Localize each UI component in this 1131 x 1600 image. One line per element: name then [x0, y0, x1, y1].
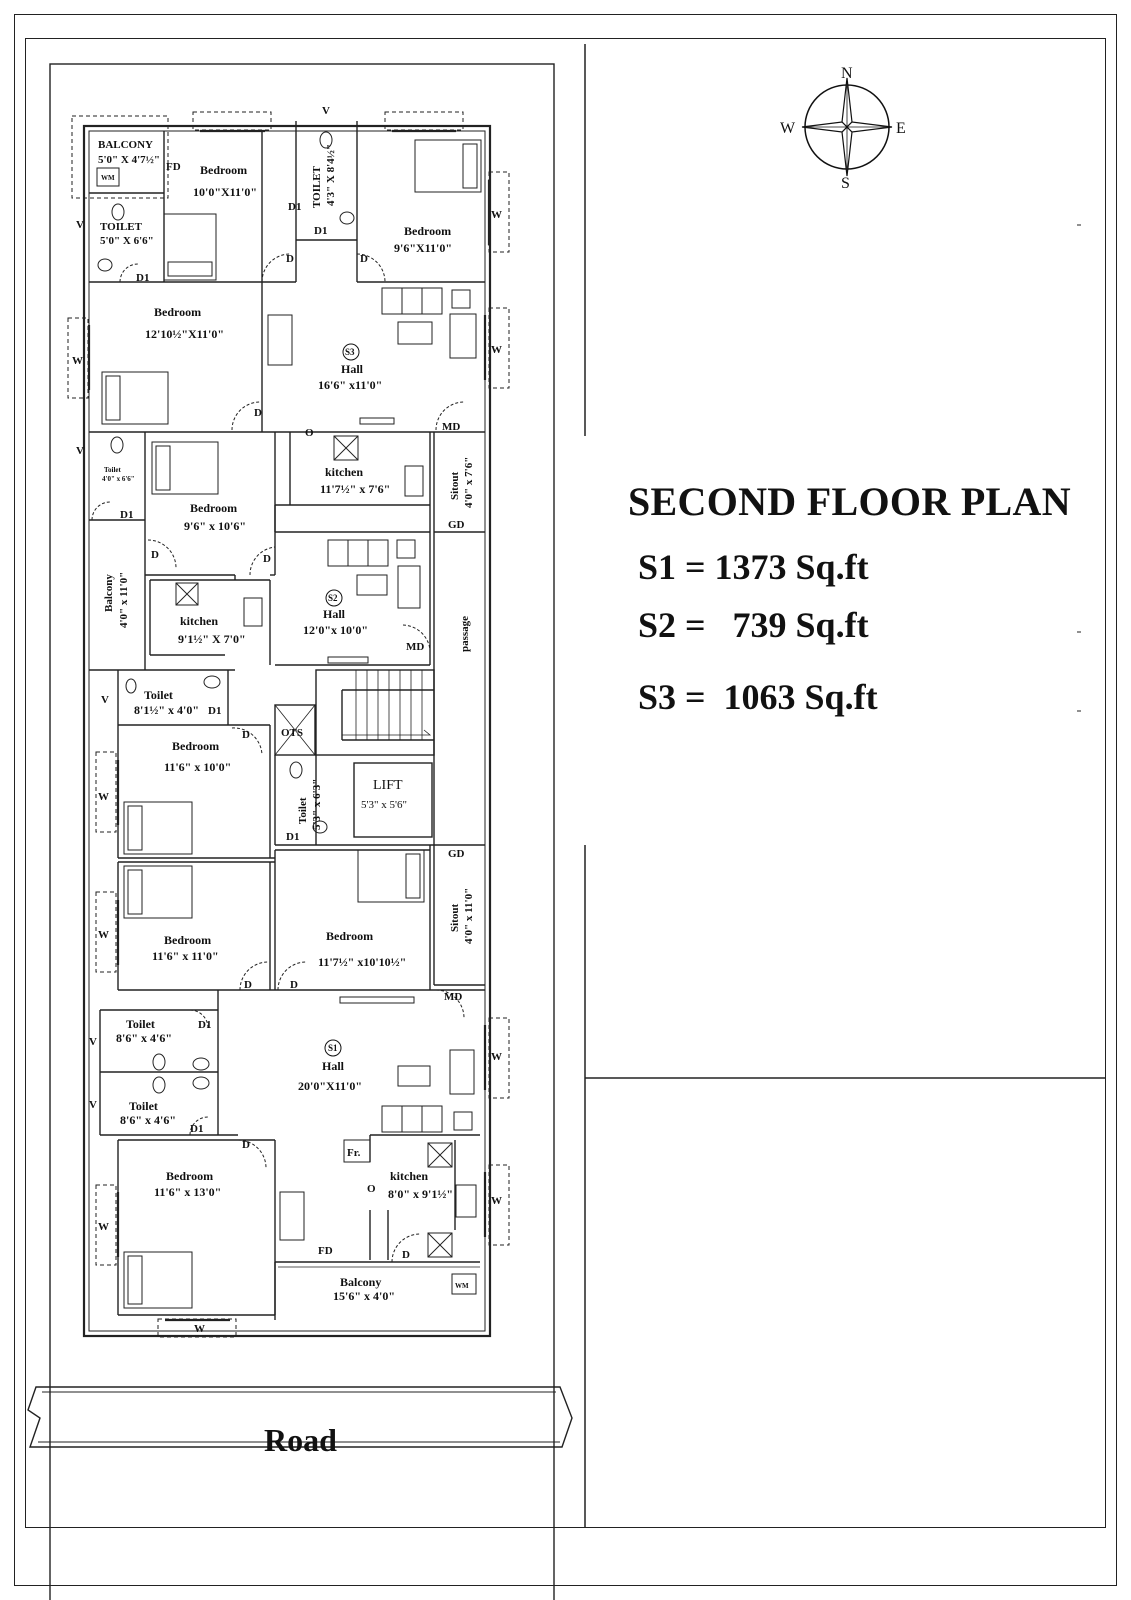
toilet-s2-name: Toilet [104, 466, 121, 474]
kitchen-s3-name: kitchen [325, 465, 364, 479]
toilet-top-dim: 4'3" X 8'4½" [325, 143, 337, 206]
compass-east: E [896, 120, 906, 137]
kitchen-s2-dim: 9'1½" X 7'0" [178, 632, 246, 646]
d-s3bed: D [254, 407, 262, 419]
balcony-s2-name: Balcony [103, 574, 115, 612]
v-top: V [322, 105, 330, 117]
toilet-b2-name: Toilet [129, 1099, 158, 1113]
balcony-tl-dim: 5'0" X 4'7½" [98, 154, 161, 166]
md-s1: MD [444, 991, 463, 1003]
bedroom-top-dim: 10'0"X11'0" [193, 185, 257, 199]
fridge-s1: Fr. [347, 1147, 361, 1159]
balcony-bottom-dim: 15'6" x 4'0" [333, 1289, 395, 1303]
bedroom-mid1-name: Bedroom [172, 739, 220, 753]
area-s1: S1 = 1373 Sq.ft [638, 547, 869, 587]
sitout-s1-name: Sitout [449, 903, 461, 932]
passage-name: passage [459, 615, 471, 652]
d1-b2: D1 [190, 1123, 204, 1135]
bedroom-mid2-dim: 11'6" x 11'0" [152, 949, 219, 963]
w-kitchen-s1: W [491, 1195, 502, 1207]
d1-tl: D1 [136, 272, 150, 284]
balcony-tl-name: BALCONY [98, 139, 154, 151]
ots-name: OTS [281, 727, 304, 739]
bedroom-tr-dim: 9'6"X11'0" [394, 241, 452, 255]
w-s1: W [491, 1051, 502, 1063]
balcony-bottom-name: Balcony [340, 1275, 382, 1289]
gd-s3: GD [448, 519, 465, 531]
v-b1: V [89, 1036, 97, 1048]
bedroom-s1a-dim: 11'7½" x10'10½" [318, 955, 407, 969]
toilet-b1-name: Toilet [126, 1017, 155, 1031]
toilet-tl-dim: 5'0" X 6'6" [100, 235, 154, 247]
toilet-lift-name: Toilet [297, 797, 309, 824]
md-s2: MD [406, 641, 425, 653]
gd-s1: GD [448, 848, 465, 860]
sitout-s3-name: Sitout [449, 471, 461, 500]
v-s2: V [76, 445, 84, 457]
toilet-mid-name: Toilet [144, 688, 173, 702]
d1-mid: D1 [208, 705, 222, 717]
w-s3-left: W [72, 355, 83, 367]
md-s3: MD [442, 421, 461, 433]
bedroom-s1a-name: Bedroom [326, 929, 374, 943]
bedroom-top-name: Bedroom [200, 163, 248, 177]
d1-toptoilet-a: D1 [288, 201, 302, 213]
hall-s2-dim: 12'0"x 10'0" [303, 623, 368, 637]
compass-west: W [780, 120, 796, 137]
kitchen-s1-dim: 8'0" x 9'1½" [388, 1187, 453, 1201]
d-s2b: D [263, 553, 271, 565]
v-mid: V [101, 694, 109, 706]
w-bottom: W [98, 1221, 109, 1233]
toilet-top-name: TOILET [311, 166, 323, 208]
road-label: Road [264, 1422, 337, 1458]
toilet-s2-dim: 4'0" x 6'6" [102, 475, 135, 483]
bedroom-tr-name: Bedroom [404, 224, 452, 238]
sitout-s3-dim: 4'0" x 7'6" [463, 456, 475, 508]
hall-s1-dim: 20'0"X11'0" [298, 1079, 362, 1093]
toilet-lift-dim: 5'3" x 6'3" [311, 778, 323, 830]
duct-s1: O [367, 1183, 376, 1195]
toilet-b2-dim: 8'6" x 4'6" [120, 1113, 176, 1127]
area-s3: S3 = 1063 Sq.ft [638, 677, 878, 717]
area-s2: S2 = 739 Sq.ft [638, 605, 869, 645]
fd-s1: FD [318, 1245, 333, 1257]
bedroom-s2-dim: 9'6" x 10'6" [184, 519, 246, 533]
hall-s3-name: Hall [341, 362, 364, 376]
d-bottom: D [242, 1139, 250, 1151]
w-bottom-edge: W [194, 1323, 205, 1335]
kitchen-s2-name: kitchen [180, 614, 219, 628]
d1-toptoilet-b: D1 [314, 225, 328, 237]
compass-south: S [841, 175, 850, 192]
bedroom-bottom-name: Bedroom [166, 1169, 214, 1183]
bedroom-s2-name: Bedroom [190, 501, 238, 515]
wash-tl: WM [101, 174, 115, 182]
bedroom-mid1-dim: 11'6" x 10'0" [164, 760, 232, 774]
balcony-s2-dim: 4'0" x 11'0" [118, 571, 130, 628]
hall-s2-tag: S2 [328, 593, 338, 603]
hall-s3-dim: 16'6" x11'0" [318, 378, 383, 392]
bedroom-mid2-name: Bedroom [164, 933, 212, 947]
kitchen-s1-name: kitchen [390, 1169, 429, 1183]
lift-dim: 5'3" x 5'6" [361, 799, 407, 811]
bedroom-bottom-dim: 11'6" x 13'0" [154, 1185, 222, 1199]
d1-s2: D1 [120, 509, 134, 521]
lift-name: LIFT [373, 778, 403, 793]
d-bedtr: D [360, 253, 368, 265]
w-mid1: W [98, 791, 109, 803]
hall-s1-tag: S1 [328, 1043, 338, 1053]
d-s2a: D [151, 549, 159, 561]
hall-s2-name: Hall [323, 607, 346, 621]
w-mid2: W [98, 929, 109, 941]
d-mid2: D [244, 979, 252, 991]
hall-s1-name: Hall [322, 1059, 345, 1073]
d1-lift: D1 [286, 831, 300, 843]
bedroom-s3-dim: 12'10½"X11'0" [145, 327, 224, 341]
fd-tl: FD [166, 161, 181, 173]
kitchen-s3-dim: 11'7½" x 7'6" [320, 482, 391, 496]
d1-b1: D1 [198, 1019, 212, 1031]
duct-s3: O [305, 427, 314, 439]
sitout-s1-dim: 4'0" x 11'0" [463, 887, 475, 944]
bedroom-s3-name: Bedroom [154, 305, 202, 319]
w-s3-right: W [491, 344, 502, 356]
toilet-tl-name: TOILET [100, 221, 142, 233]
toilet-b1-dim: 8'6" x 4'6" [116, 1031, 172, 1045]
plan-title: SECOND FLOOR PLAN [628, 479, 1071, 524]
w-tr: W [491, 209, 502, 221]
compass-north: N [841, 65, 853, 82]
v-b2: V [89, 1099, 97, 1111]
d-bedtop: D [286, 253, 294, 265]
wash-bottom: WM [455, 1282, 469, 1290]
v-tl: V [76, 219, 84, 231]
d-s1a: D [290, 979, 298, 991]
d-kitchen-s1: D [402, 1249, 410, 1261]
d-mid: D [242, 729, 250, 741]
hall-s3-tag: S3 [345, 347, 355, 357]
toilet-mid-dim: 8'1½" x 4'0" [134, 703, 199, 717]
